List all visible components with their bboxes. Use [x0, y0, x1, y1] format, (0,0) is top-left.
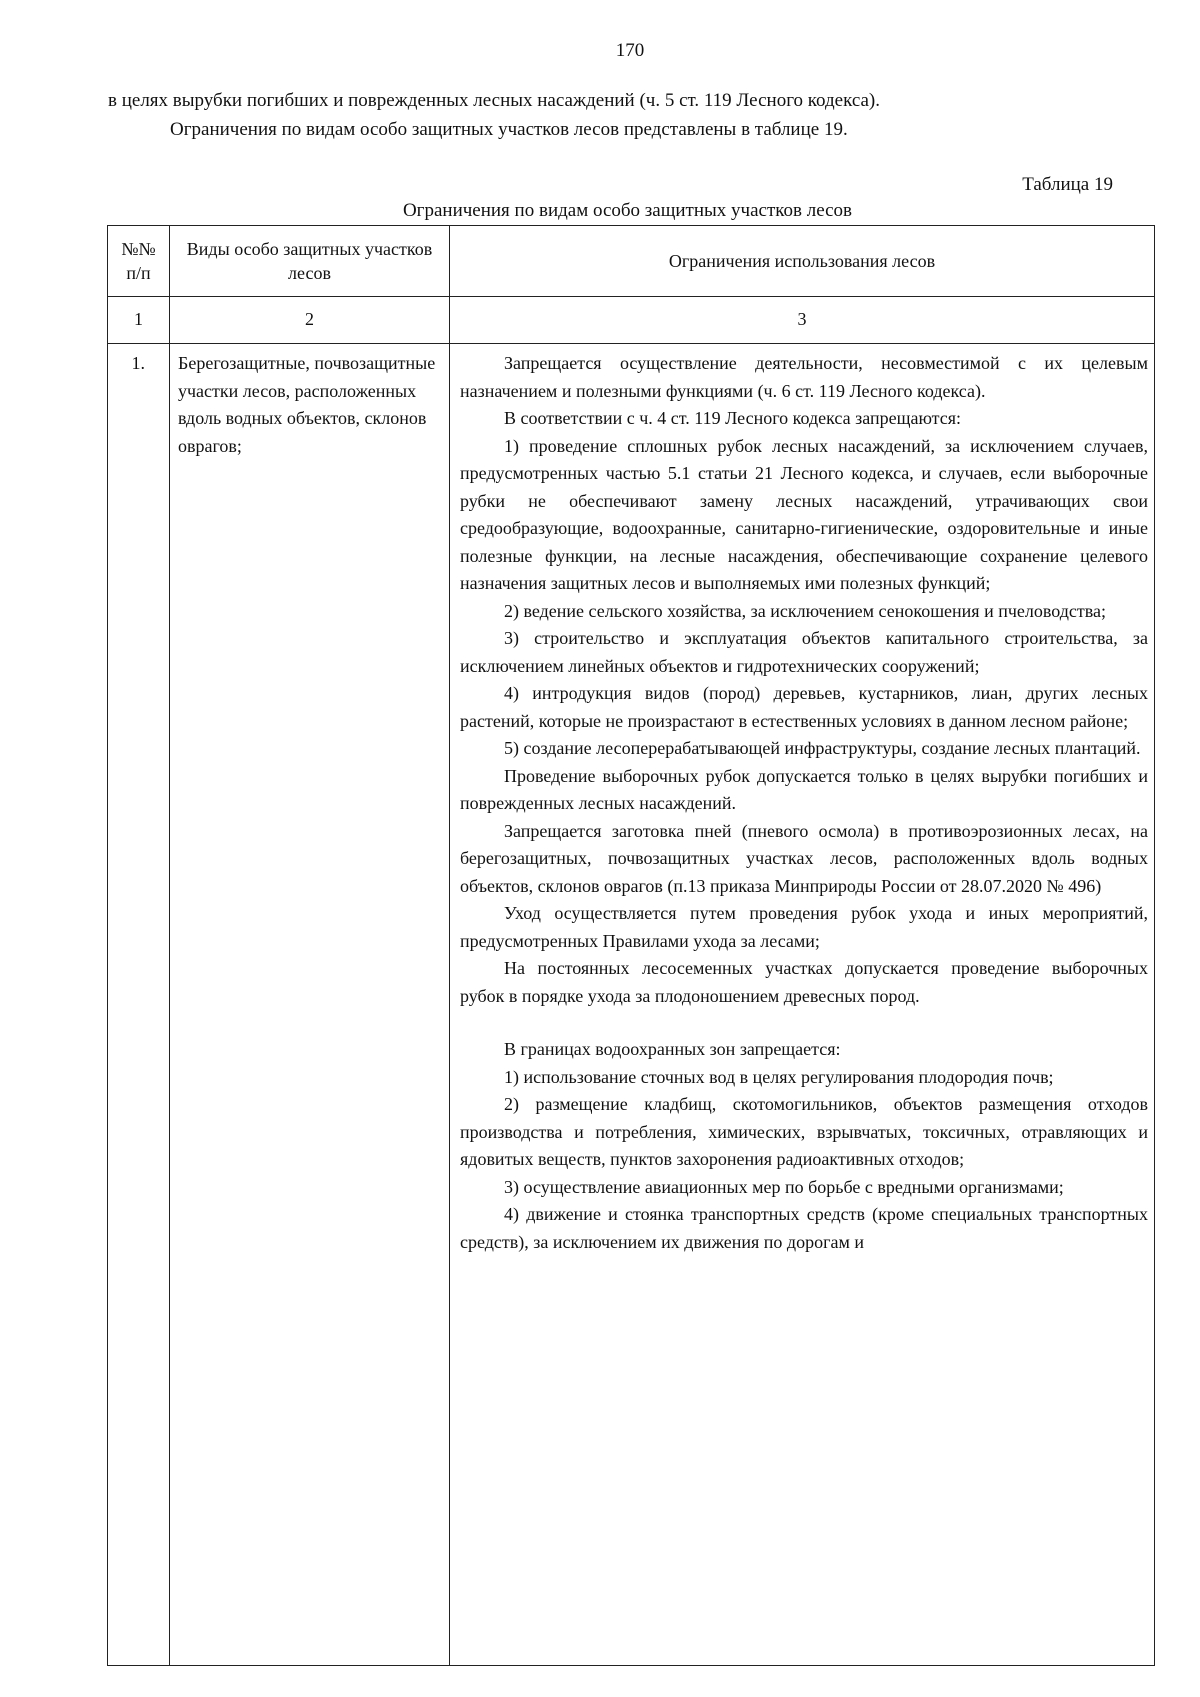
restrictions-table — [107, 225, 1155, 1666]
restriction-paragraph: На постоянных лесосеменных участках допускается проведение выборочных рубок в порядке ухода за плодоношением древесных пород. — [460, 958, 1148, 1006]
header-restrictions: Ограничения использования лесов — [450, 226, 1155, 297]
table-header-row — [108, 226, 1155, 297]
restriction-paragraph: 5) создание лесоперерабатывающей инфраструктуры, создание лесных плантаций. — [504, 738, 1141, 758]
restriction-paragraph: 3) строительство и эксплуатация объектов капитального строительства, за исключением линейных объектов и гидротехнических сооружений; — [460, 628, 1148, 676]
table-label: Таблица 19 — [1022, 174, 1113, 195]
restriction-paragraph: 2) ведение сельского хозяйства, за исключением сенокошения и пчеловодства; — [504, 600, 1106, 621]
restriction-paragraph: Запрещается осуществление деятельности, несовместимой с их целевым назначением и полезными функциями (ч. 6 ст. 119 Лесного кодекса). — [460, 353, 1148, 401]
restriction-paragraph: 1) использование сточных вод в целях регулирования плодородия почв; — [504, 1066, 1054, 1087]
intro-line-2: Ограничения по видам особо защитных участков лесов представлены в таблице 19. — [170, 119, 848, 140]
restriction-paragraph: В соответствии с ч. 4 ст. 119 Лесного кодекса запрещаются: — [504, 408, 962, 428]
header-kind: Виды особо защитных участков лесов — [170, 226, 450, 297]
restriction-paragraph: Проведение выборочных рубок допускается только в целях вырубки погибших и поврежденных лесных насаждений. — [460, 765, 1148, 813]
restriction-paragraph: 2) размещение кладбищ, скотомогильников, объектов размещения отходов производства и потребления, химических, взрывчатых, токсичных, отравляющих и ядовитых веществ, пунктов захоронения радиоактивных отходов; — [460, 1094, 1148, 1169]
restriction-paragraph: 4) интродукция видов (пород) деревьев, кустарников, лиан, других лесных растений, которые не произрастают в естественных условиях в данном лесном районе; — [460, 683, 1148, 731]
column-number: 3 — [450, 297, 1155, 344]
column-number-row — [108, 297, 1155, 344]
column-number: 2 — [170, 297, 450, 344]
restriction-paragraph: Запрещается заготовка пней (пневого осмола) в противоэрозионных лесах, на берегозащитных, почвозащитных участках лесов, расположенных вдоль водных объектов, склонов оврагов (п.13 приказа Минприроды России от 28.07.2020 № 496) — [460, 820, 1148, 896]
restriction-paragraph: 4) движение и стоянка транспортных средств (кроме специальных транспортных средств), за исключением их движения по дорогам и — [460, 1204, 1148, 1252]
restriction-paragraph: 1) проведение сплошных рубок лесных насаждений, за исключением случаев, предусмотренных частью 5.1 статьи 21 Лесного кодекса, и случаев, если выборочные рубки не обеспечивают замену лесных насаждений, утрачивающих свои средообразующие, водоохранные, санитарно-гигиенические, оздоровительные и иные полезные функции, на лесные насаждения, обеспечивающие сохранение целевого назначения защитных лесов и выполняемых ими полезных функций; — [460, 435, 1148, 593]
row-restrictions — [450, 344, 1155, 1666]
row-kind: Берегозащитные, почвозащитные участки лесов, расположенных вдоль водных объектов, склонов оврагов; — [170, 344, 450, 1666]
row-number: 1. — [108, 344, 170, 1666]
table-row — [108, 344, 1155, 1666]
restriction-paragraph: В границах водоохранных зон запрещается: — [504, 1039, 841, 1059]
restriction-paragraph: 3) осуществление авиационных мер по борьбе с вредными организмами; — [504, 1176, 1064, 1197]
restriction-paragraph: Уход осуществляется путем проведения рубок ухода и иных мероприятий, предусмотренных Правилами ухода за лесами; — [460, 903, 1148, 951]
page-number: 170 — [615, 40, 645, 61]
intro-line-1: в целях вырубки погибших и поврежденных лесных насаждений (ч. 5 ст. 119 Лесного кодекса). — [108, 90, 881, 111]
header-number: №№ п/п — [108, 226, 170, 297]
column-number: 1 — [108, 297, 170, 344]
table-title: Ограничения по видам особо защитных участков лесов — [402, 200, 853, 221]
